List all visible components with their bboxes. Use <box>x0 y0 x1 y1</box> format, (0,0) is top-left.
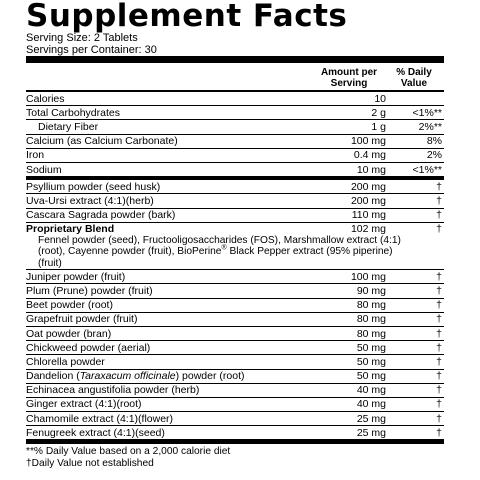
row-name: Echinacea angustifolia powder (herb) <box>26 384 200 397</box>
row-amount: 40 mg <box>356 398 386 411</box>
row-amount: 50 mg <box>356 370 386 383</box>
ingredient-row <box>26 284 444 298</box>
ingredient-row <box>26 194 444 208</box>
row-daily-value: <1%** <box>412 163 442 176</box>
row-amount: 40 mg <box>356 384 386 397</box>
row-amount: 1 g <box>371 120 386 133</box>
row-name: Plum (Prune) powder (fruit) <box>26 284 153 297</box>
ingredient-row <box>26 370 444 384</box>
footnote-dv-not-established: †Daily Value not established <box>26 457 154 469</box>
ingredient-row <box>26 412 444 426</box>
amount-header: Amount per Serving <box>320 67 378 89</box>
row-daily-value: † <box>436 341 442 354</box>
nutrient-row <box>26 135 444 149</box>
ingredient-list-bottom <box>26 270 444 439</box>
ingredient-row <box>26 327 444 341</box>
row-name: Chamomile extract (4:1)(flower) <box>26 412 174 425</box>
row-name: Beet powder (root) <box>26 299 113 312</box>
row-daily-value: † <box>436 327 442 340</box>
row-name: Oat powder (bran) <box>26 327 112 340</box>
row-name: Dandelion (Taraxacum officinale) powder (root) <box>26 370 245 383</box>
servings-per-container: Servings per Container: 30 <box>26 44 157 56</box>
row-daily-value: † <box>436 412 442 425</box>
ingredient-row <box>26 398 444 412</box>
row-name: Ginger extract (4:1)(root) <box>26 398 142 411</box>
row-amount: 50 mg <box>356 341 386 354</box>
row-daily-value: † <box>436 398 442 411</box>
row-name: Sodium <box>26 163 62 176</box>
row-name: Fenugreek extract (4:1)(seed) <box>26 426 165 439</box>
row-daily-value: 8% <box>426 135 442 148</box>
nutrient-list <box>26 92 444 176</box>
ingredient-row <box>26 426 444 439</box>
row-amount: 90 mg <box>356 284 386 297</box>
proprietary-blend <box>26 223 444 271</box>
nutrient-row <box>26 92 444 106</box>
row-daily-value: 2%** <box>418 120 442 133</box>
row-name: Juniper powder (fruit) <box>26 270 126 283</box>
row-daily-value: † <box>436 299 442 312</box>
ingredient-list-top <box>26 180 444 223</box>
row-daily-value: † <box>436 313 442 326</box>
row-name: Psyllium powder (seed husk) <box>26 180 161 193</box>
row-daily-value: † <box>436 209 442 222</box>
row-amount: 50 mg <box>356 355 386 368</box>
ingredient-row <box>26 341 444 355</box>
row-name: Chickweed powder (aerial) <box>26 341 151 354</box>
row-amount: 2 g <box>371 106 386 119</box>
nutrient-row <box>26 106 444 120</box>
row-daily-value: † <box>436 194 442 207</box>
row-daily-value: † <box>436 180 442 193</box>
row-name: Grapefruit powder (fruit) <box>26 313 138 326</box>
row-daily-value: † <box>436 355 442 368</box>
row-daily-value: <1%** <box>412 106 442 119</box>
row-daily-value: 2% <box>426 149 442 162</box>
panel-title: Supplement Facts <box>26 0 348 34</box>
row-amount: 110 mg <box>351 209 386 222</box>
footnotes <box>26 444 444 469</box>
ingredient-row <box>26 355 444 369</box>
ingredient-row <box>26 313 444 327</box>
registered-mark: ® <box>221 244 227 252</box>
daily-value-header: % Daily Value <box>396 67 432 89</box>
ingredient-row <box>26 384 444 398</box>
row-amount: 10 mg <box>356 163 386 176</box>
row-name: Dietary Fiber <box>38 120 99 133</box>
row-amount: 0.4 mg <box>353 149 386 162</box>
row-name: Calories <box>26 92 65 105</box>
row-daily-value: † <box>436 370 442 383</box>
ingredient-row <box>26 209 444 223</box>
row-name: Calcium (as Calcium Carbonate) <box>26 135 178 148</box>
column-header <box>26 63 444 92</box>
serving-size: Serving Size: 2 Tablets <box>26 32 138 44</box>
ingredient-row <box>26 270 444 284</box>
ingredient-row <box>26 299 444 313</box>
blend-name: Proprietary Blend <box>26 222 115 235</box>
row-amount: 80 mg <box>356 313 386 326</box>
row-amount: 200 mg <box>350 194 386 207</box>
row-daily-value: † <box>436 426 442 439</box>
row-amount: 10 <box>374 92 386 105</box>
row-amount: 80 mg <box>356 299 386 312</box>
row-amount: 25 mg <box>356 426 386 439</box>
blend-dv: † <box>436 222 442 235</box>
row-amount: 80 mg <box>356 327 386 340</box>
row-amount: 200 mg <box>350 180 386 193</box>
blend-ingredients: Fennel powder (seed), Fructooligosaccharides (FOS), Marshmallow extract (4:1)(root), Cayenne powder (fruit), BioPerine® Black Pepper extract (95% piperine)(fruit) <box>38 234 401 269</box>
row-name: Cascara Sagrada powder (bark) <box>26 209 176 222</box>
row-amount: 25 mg <box>356 412 386 425</box>
row-daily-value: † <box>436 384 442 397</box>
blend-amount: 102 mg <box>350 222 386 235</box>
row-name: Chlorella powder <box>26 355 105 368</box>
nutrient-row <box>26 149 444 163</box>
thick-divider <box>26 56 444 63</box>
row-name: Total Carbohydrates <box>26 106 120 119</box>
row-name: Iron <box>26 149 45 162</box>
nutrient-row <box>26 163 444 176</box>
supplement-facts-panel <box>26 0 444 480</box>
row-daily-value: † <box>436 270 442 283</box>
row-amount: 100 mg <box>350 270 386 283</box>
ingredient-row <box>26 180 444 194</box>
row-amount: 100 mg <box>350 135 386 148</box>
row-daily-value: † <box>436 284 442 297</box>
nutrient-row <box>26 120 444 134</box>
footnote-dv-basis: **% Daily Value based on a 2,000 calorie diet <box>26 446 231 458</box>
row-name: Uva-Ursi extract (4:1)(herb) <box>26 194 154 207</box>
